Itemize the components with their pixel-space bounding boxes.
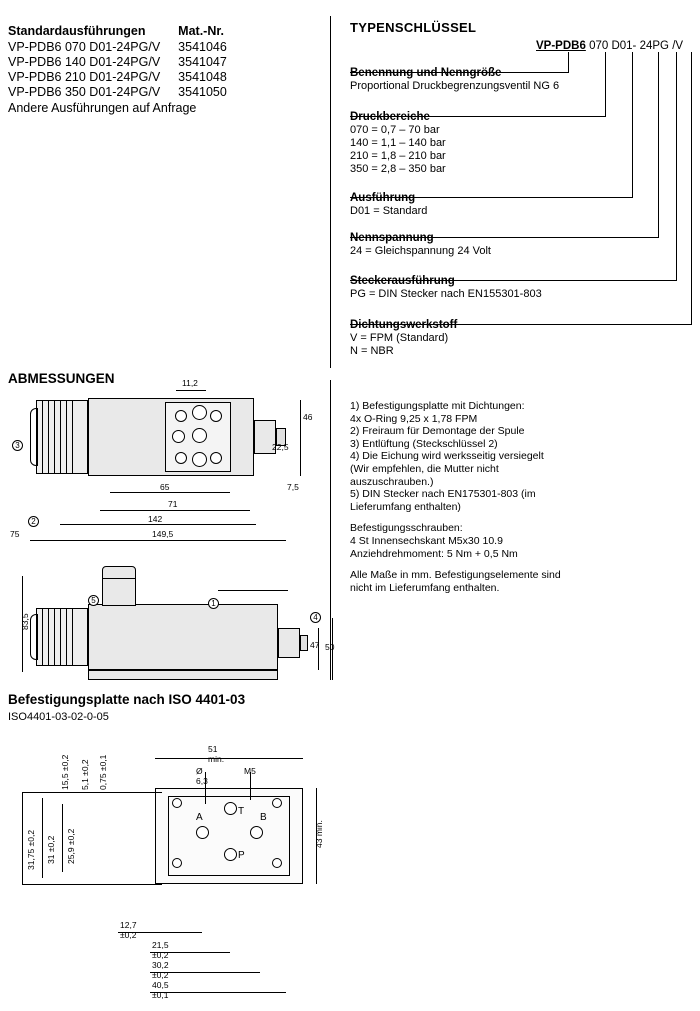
coil-fin	[72, 400, 73, 474]
type-code	[536, 40, 683, 52]
dim-line	[110, 492, 230, 493]
divider-abmessungen	[330, 380, 331, 680]
cell-type: VP-PDB6 140 D01-24PG/V	[8, 55, 161, 69]
leader-line	[691, 52, 692, 324]
cell-matnr: 3541046	[178, 40, 227, 54]
dim-12-7: 12,7 ±0,2	[120, 920, 137, 940]
dim-11-2: 11,2	[182, 378, 198, 388]
dim-47: 47	[310, 640, 320, 650]
dim-50: 50	[325, 642, 335, 652]
port-B	[250, 826, 263, 839]
col-header-types: Standardausführungen	[8, 24, 146, 38]
port-label-P: P	[238, 850, 245, 861]
dim-83-5: 83,5	[20, 613, 30, 630]
coil-cap	[30, 408, 38, 466]
port-hole	[192, 405, 207, 420]
screws-line: Anziehdrehmoment: 5 Nm + 0,5 Nm	[350, 547, 518, 560]
table-row	[8, 85, 227, 100]
cell-type: VP-PDB6 070 D01-24PG/V	[8, 40, 161, 54]
dim-31: 31 ±0,2	[46, 835, 56, 864]
coil-left-side	[36, 608, 88, 666]
port-label-A: A	[196, 812, 203, 823]
port-hole	[172, 430, 185, 443]
dim-71: 71	[168, 499, 178, 509]
table-row	[8, 55, 227, 70]
note-line: 4) Die Eichung wird werksseitig versiegelt	[350, 450, 544, 463]
dim-line	[176, 390, 206, 391]
port-hole	[192, 452, 207, 467]
coil-fin	[60, 608, 61, 666]
typ-item-line: Proportional Druckbegrenzungsventil NG 6	[350, 80, 560, 92]
bolt-hole	[210, 452, 222, 464]
typ-item-heading: Steckerausführung	[350, 275, 455, 287]
leader-line	[250, 772, 251, 800]
dim-31-75: 31,75 ±0,2	[26, 829, 36, 870]
leader-line	[568, 52, 569, 72]
type-code-seg5: /V	[672, 40, 684, 52]
cell-matnr: 3541047	[178, 55, 227, 69]
typ-item-nennspannung	[350, 232, 491, 258]
typ-item-heading: Benennung und Nenngröße	[350, 67, 502, 79]
note-line: Lieferumfang enthalten)	[350, 500, 461, 513]
typ-item-line: 350 = 2,8 – 350 bar	[350, 163, 446, 175]
coil-fin	[66, 608, 67, 666]
port-A	[196, 826, 209, 839]
leader-line	[676, 52, 677, 280]
balloon-4: 4	[310, 612, 321, 623]
coil-left	[36, 400, 88, 474]
typ-item-line: V = FPM (Standard)	[350, 332, 449, 344]
typ-item-line: PG = DIN Stecker nach EN155301-803	[350, 288, 542, 300]
note-line: 4x O-Ring 9,25 x 1,78 FPM	[350, 412, 478, 425]
footer-line: Alle Maße in mm. Befestigungselemente sind	[350, 569, 561, 582]
dim-51-min: 51 min.	[208, 744, 225, 764]
typ-item-line: 070 = 0,7 – 70 bar	[350, 124, 440, 136]
footer-line: nicht im Lieferumfang enthalten.	[350, 581, 500, 594]
plug-line	[102, 578, 136, 579]
note-line: auszuschrauben.)	[350, 475, 434, 488]
mounting-plate-side	[88, 670, 278, 680]
port-T	[224, 802, 237, 815]
coil-fin	[66, 400, 67, 474]
typ-item-line: 140 = 1,1 – 140 bar	[350, 137, 446, 149]
spacer	[350, 560, 590, 569]
dim-line	[22, 884, 162, 885]
table	[8, 24, 227, 100]
cell-type: VP-PDB6 210 D01-24PG/V	[8, 70, 161, 84]
coil-cap-side	[30, 614, 38, 660]
balloon-2: 2	[28, 516, 39, 527]
standard-types-table	[8, 24, 308, 115]
dim-30-2: 30,2 ±0,2	[152, 960, 169, 980]
bolt-hole	[210, 410, 222, 422]
dim-46: 46	[303, 412, 313, 422]
type-code-seg2: 070	[589, 40, 609, 52]
dim-line	[60, 524, 256, 525]
dim-75: 75	[10, 529, 20, 539]
typ-item-line: N = NBR	[350, 345, 394, 357]
typ-item-line: 210 = 1,8 – 210 bar	[350, 150, 446, 162]
leader-line	[632, 52, 633, 197]
note-line: 2) Freiraum für Demontage der Spule	[350, 425, 525, 438]
dim-65: 65	[160, 482, 170, 492]
typ-item-heading: Ausführung	[350, 192, 416, 204]
leader-line	[218, 590, 288, 591]
standard-table-note: Andere Ausführungen auf Anfrage	[8, 101, 197, 115]
dim-line	[22, 792, 23, 884]
note-line: 1) Befestigungsplatte mit Dichtungen:	[350, 400, 525, 412]
dim-7-5: 7,5	[287, 482, 299, 492]
type-code-seg3: D01-	[611, 40, 637, 52]
typ-item-steckerausfuehrung	[350, 275, 542, 301]
typ-item-line: D01 = Standard	[350, 205, 428, 217]
typ-item-dichtungswerkstoff	[350, 319, 457, 358]
table-row	[8, 70, 227, 85]
abmessungen-title: ABMESSUNGEN	[8, 371, 115, 386]
balloon-3: 3	[12, 440, 23, 451]
din-plug	[102, 566, 136, 606]
dim-line	[30, 540, 286, 541]
screws-line: 4 St Innensechskant M5x30 10.9	[350, 534, 503, 547]
dim-5-1: 5,1 ±0,2	[80, 759, 90, 790]
dim-40-5: 40,5 ±0,1	[152, 980, 169, 1000]
dim-149-5: 149,5	[152, 529, 174, 539]
dim-22-5: 22,5	[272, 442, 289, 452]
screw-hole	[272, 858, 282, 868]
note-line: (Wir empfehlen, die Mutter nicht	[350, 462, 499, 475]
screws-heading: Befestigungsschrauben:	[350, 522, 463, 535]
col-header-matnr: Mat.-Nr.	[178, 24, 225, 38]
dim-142: 142	[148, 514, 163, 524]
notes-block	[350, 400, 590, 594]
divider-vertical	[330, 16, 331, 368]
dim-line	[155, 758, 303, 759]
coil-fin	[42, 608, 43, 666]
coil-fin	[72, 608, 73, 666]
coil-fin	[48, 608, 49, 666]
typ-item-heading: Nennspannung	[350, 232, 434, 244]
balloon-1: 1	[208, 598, 219, 609]
typ-item-benennung	[350, 67, 559, 93]
coil-fin	[42, 400, 43, 474]
port-P	[224, 848, 237, 861]
port-label-B: B	[260, 812, 267, 823]
type-code-seg4: 24PG	[639, 40, 670, 52]
port-label-T: T	[238, 806, 245, 817]
typ-item-line: 24 = Gleichspannung 24 Volt	[350, 245, 491, 257]
bolt-hole	[175, 410, 187, 422]
adjust-nut-side	[300, 635, 308, 651]
typ-item-ausfuehrung	[350, 192, 427, 218]
spacer	[350, 513, 590, 522]
dim-line	[150, 992, 286, 993]
dim-25-9: 25,9 ±0,2	[66, 828, 76, 864]
note-line: 3) Entlüftung (Steckschlüssel 2)	[350, 437, 498, 450]
balloon-5: 5	[88, 595, 99, 606]
typ-item-druckbereiche	[350, 111, 446, 176]
leader-line	[605, 52, 606, 116]
leader-line	[658, 52, 659, 237]
dim-43-min: 43 min.	[314, 820, 324, 848]
typ-item-heading: Dichtungswerkstoff	[350, 319, 458, 331]
cell-matnr: 3541050	[178, 85, 227, 99]
bolt-hole	[175, 452, 187, 464]
valve-body-side	[88, 604, 278, 670]
typenschluessel-section	[350, 20, 695, 35]
coil-fin	[54, 608, 55, 666]
dim-15-5: 15,5 ±0,2	[60, 754, 70, 790]
coil-fin	[60, 400, 61, 474]
dim-21-5: 21,5 ±0,2	[152, 940, 169, 960]
table-header-row	[8, 24, 227, 40]
dim-line	[22, 792, 162, 793]
table-row	[8, 40, 227, 55]
adjust-screw-side	[278, 628, 300, 658]
dim-diameter: Ø 6,3	[196, 766, 208, 786]
screw-hole	[272, 798, 282, 808]
coil-fin	[54, 400, 55, 474]
type-code-seg1: VP-PDB6	[536, 40, 586, 52]
port-hole	[192, 428, 207, 443]
dim-line	[300, 400, 301, 476]
screw-hole	[172, 858, 182, 868]
typenschluessel-title: TYPENSCHLÜSSEL	[350, 20, 477, 35]
coil-fin	[48, 400, 49, 474]
dim-line	[42, 798, 43, 878]
cell-type: VP-PDB6 350 D01-24PG/V	[8, 85, 161, 99]
befestigungsplatte-subtitle: ISO4401-03-02-0-05	[8, 711, 109, 723]
dim-m5: M5	[244, 766, 256, 776]
cell-matnr: 3541048	[178, 70, 227, 84]
note-line: 5) DIN Stecker nach EN175301-803 (im	[350, 488, 536, 501]
screw-hole	[172, 798, 182, 808]
dim-0-75: 0,75 ±0,1	[98, 754, 108, 790]
dim-line	[100, 510, 250, 511]
typ-item-heading: Druckbereiche	[350, 111, 430, 123]
befestigungsplatte-title: Befestigungsplatte nach ISO 4401-03	[8, 692, 246, 707]
dim-line	[62, 804, 63, 872]
